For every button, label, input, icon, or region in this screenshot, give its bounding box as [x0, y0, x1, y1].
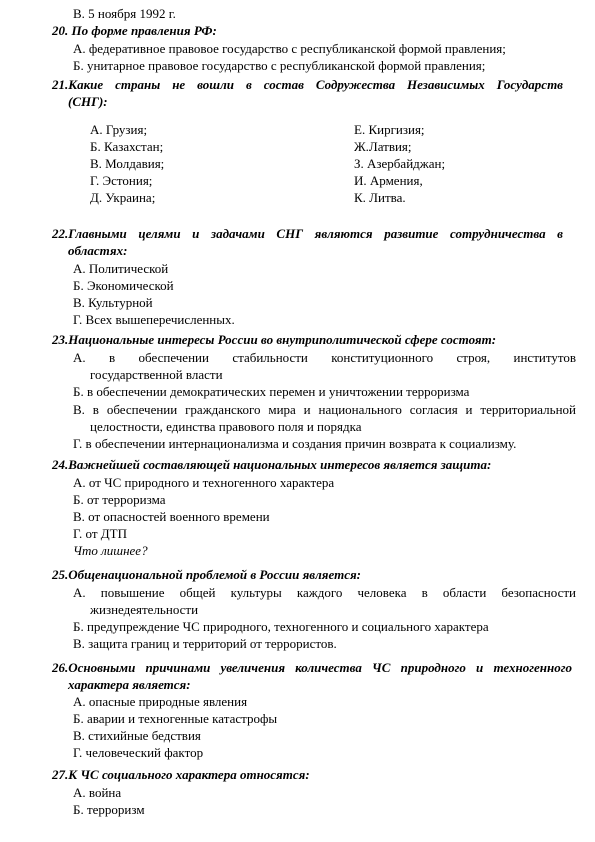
q25-option-a-line1: А. повышение общей культуры каждого человека в области безопасности: [73, 585, 576, 600]
q24-option-a: А. от ЧС природного и техногенного характера: [73, 475, 335, 490]
q23-title: 23.Национальные интересы России во внутриполитической сфере состоят:: [52, 332, 497, 347]
q21-option-d: Д. Украина;: [90, 190, 156, 205]
q20-option-a: А. федеративное правовое государство с республиканской формой правления;: [73, 41, 506, 56]
q27-title: 27.К ЧС социального характера относятся:: [52, 767, 310, 782]
q25-option-a-line2: жизнедеятельности: [90, 602, 199, 617]
q27-option-a: А. война: [73, 785, 122, 800]
q24-option-b: Б. от терроризма: [73, 492, 166, 507]
q22-title-line2: областях:: [68, 243, 128, 258]
q23-option-a-line2: государственной власти: [90, 367, 223, 382]
q22-option-v: В. Культурной: [73, 295, 153, 310]
q21-option-z: З. Азербайджан;: [354, 156, 446, 171]
q21-option-b: Б. Казахстан;: [90, 139, 164, 154]
q21-title-line1: 21.Какие страны не вошли в состав Содружества Независимых Государств: [52, 77, 563, 92]
q22-option-a: А. Политической: [73, 261, 169, 276]
q23-option-v-line1: В. в обеспечении гражданского мира и национального согласия и территориальной: [73, 402, 576, 417]
q26-option-b: Б. аварии и техногенные катастрофы: [73, 711, 278, 726]
q23-option-g: Г. в обеспечении интернационализма и создания причин возврата к социализму.: [73, 436, 517, 451]
q25-option-v: В. защита границ и территорий от террористов.: [73, 636, 337, 651]
q20-title: 20. По форме правления РФ:: [52, 23, 217, 38]
q26-option-v: В. стихийные бедствия: [73, 728, 201, 743]
q21-title-line2: (СНГ):: [68, 94, 108, 109]
q21-option-e: Е. Киргизия;: [354, 122, 425, 137]
q24-title: 24.Важнейшей составляющей национальных интересов является защита:: [52, 457, 492, 472]
q21-option-v: В. Молдавия;: [90, 156, 165, 171]
q26-option-a: А. опасные природные явления: [73, 694, 248, 709]
q19-option-v: В. 5 ноября 1992 г.: [73, 6, 176, 21]
q20-option-b: Б. унитарное правовое государство с республиканской формой правления;: [73, 58, 486, 73]
q22-title-line1: 22.Главными целями и задачами СНГ являются развитие сотрудничества в: [52, 226, 563, 241]
q24-option-v: В. от опасностей военного времени: [73, 509, 270, 524]
q21-option-zh: Ж.Латвия;: [354, 139, 412, 154]
q22-option-b: Б. Экономической: [73, 278, 174, 293]
q21-option-g: Г. Эстония;: [90, 173, 153, 188]
q22-option-g: Г. Всех вышеперечисленных.: [73, 312, 235, 327]
q24-note: Что лишнее?: [73, 543, 148, 558]
q24-option-g: Г. от ДТП: [73, 526, 128, 541]
q26-title-line1: 26.Основными причинами увеличения количества ЧС природного и техногенного: [52, 660, 572, 675]
q21-option-k: К. Литва.: [354, 190, 406, 205]
q21-option-a: А. Грузия;: [90, 122, 148, 137]
q23-option-b: Б. в обеспечении демократических перемен и уничтожении терроризма: [73, 384, 470, 399]
q26-title-line2: характера является:: [68, 677, 191, 692]
q21-option-i: И. Армения,: [354, 173, 423, 188]
q25-option-b: Б. предупреждение ЧС природного, техногенного и социального характера: [73, 619, 489, 634]
q27-option-b: Б. терроризм: [73, 802, 145, 817]
q23-option-v-line2: целостности, единства правового поля и порядка: [90, 419, 362, 434]
q25-title: 25.Общенациональной проблемой в России является:: [52, 567, 361, 582]
q26-option-g: Г. человеческий фактор: [73, 745, 204, 760]
q23-option-a-line1: А. в обеспечении стабильности конституционного строя, институтов: [73, 350, 576, 365]
